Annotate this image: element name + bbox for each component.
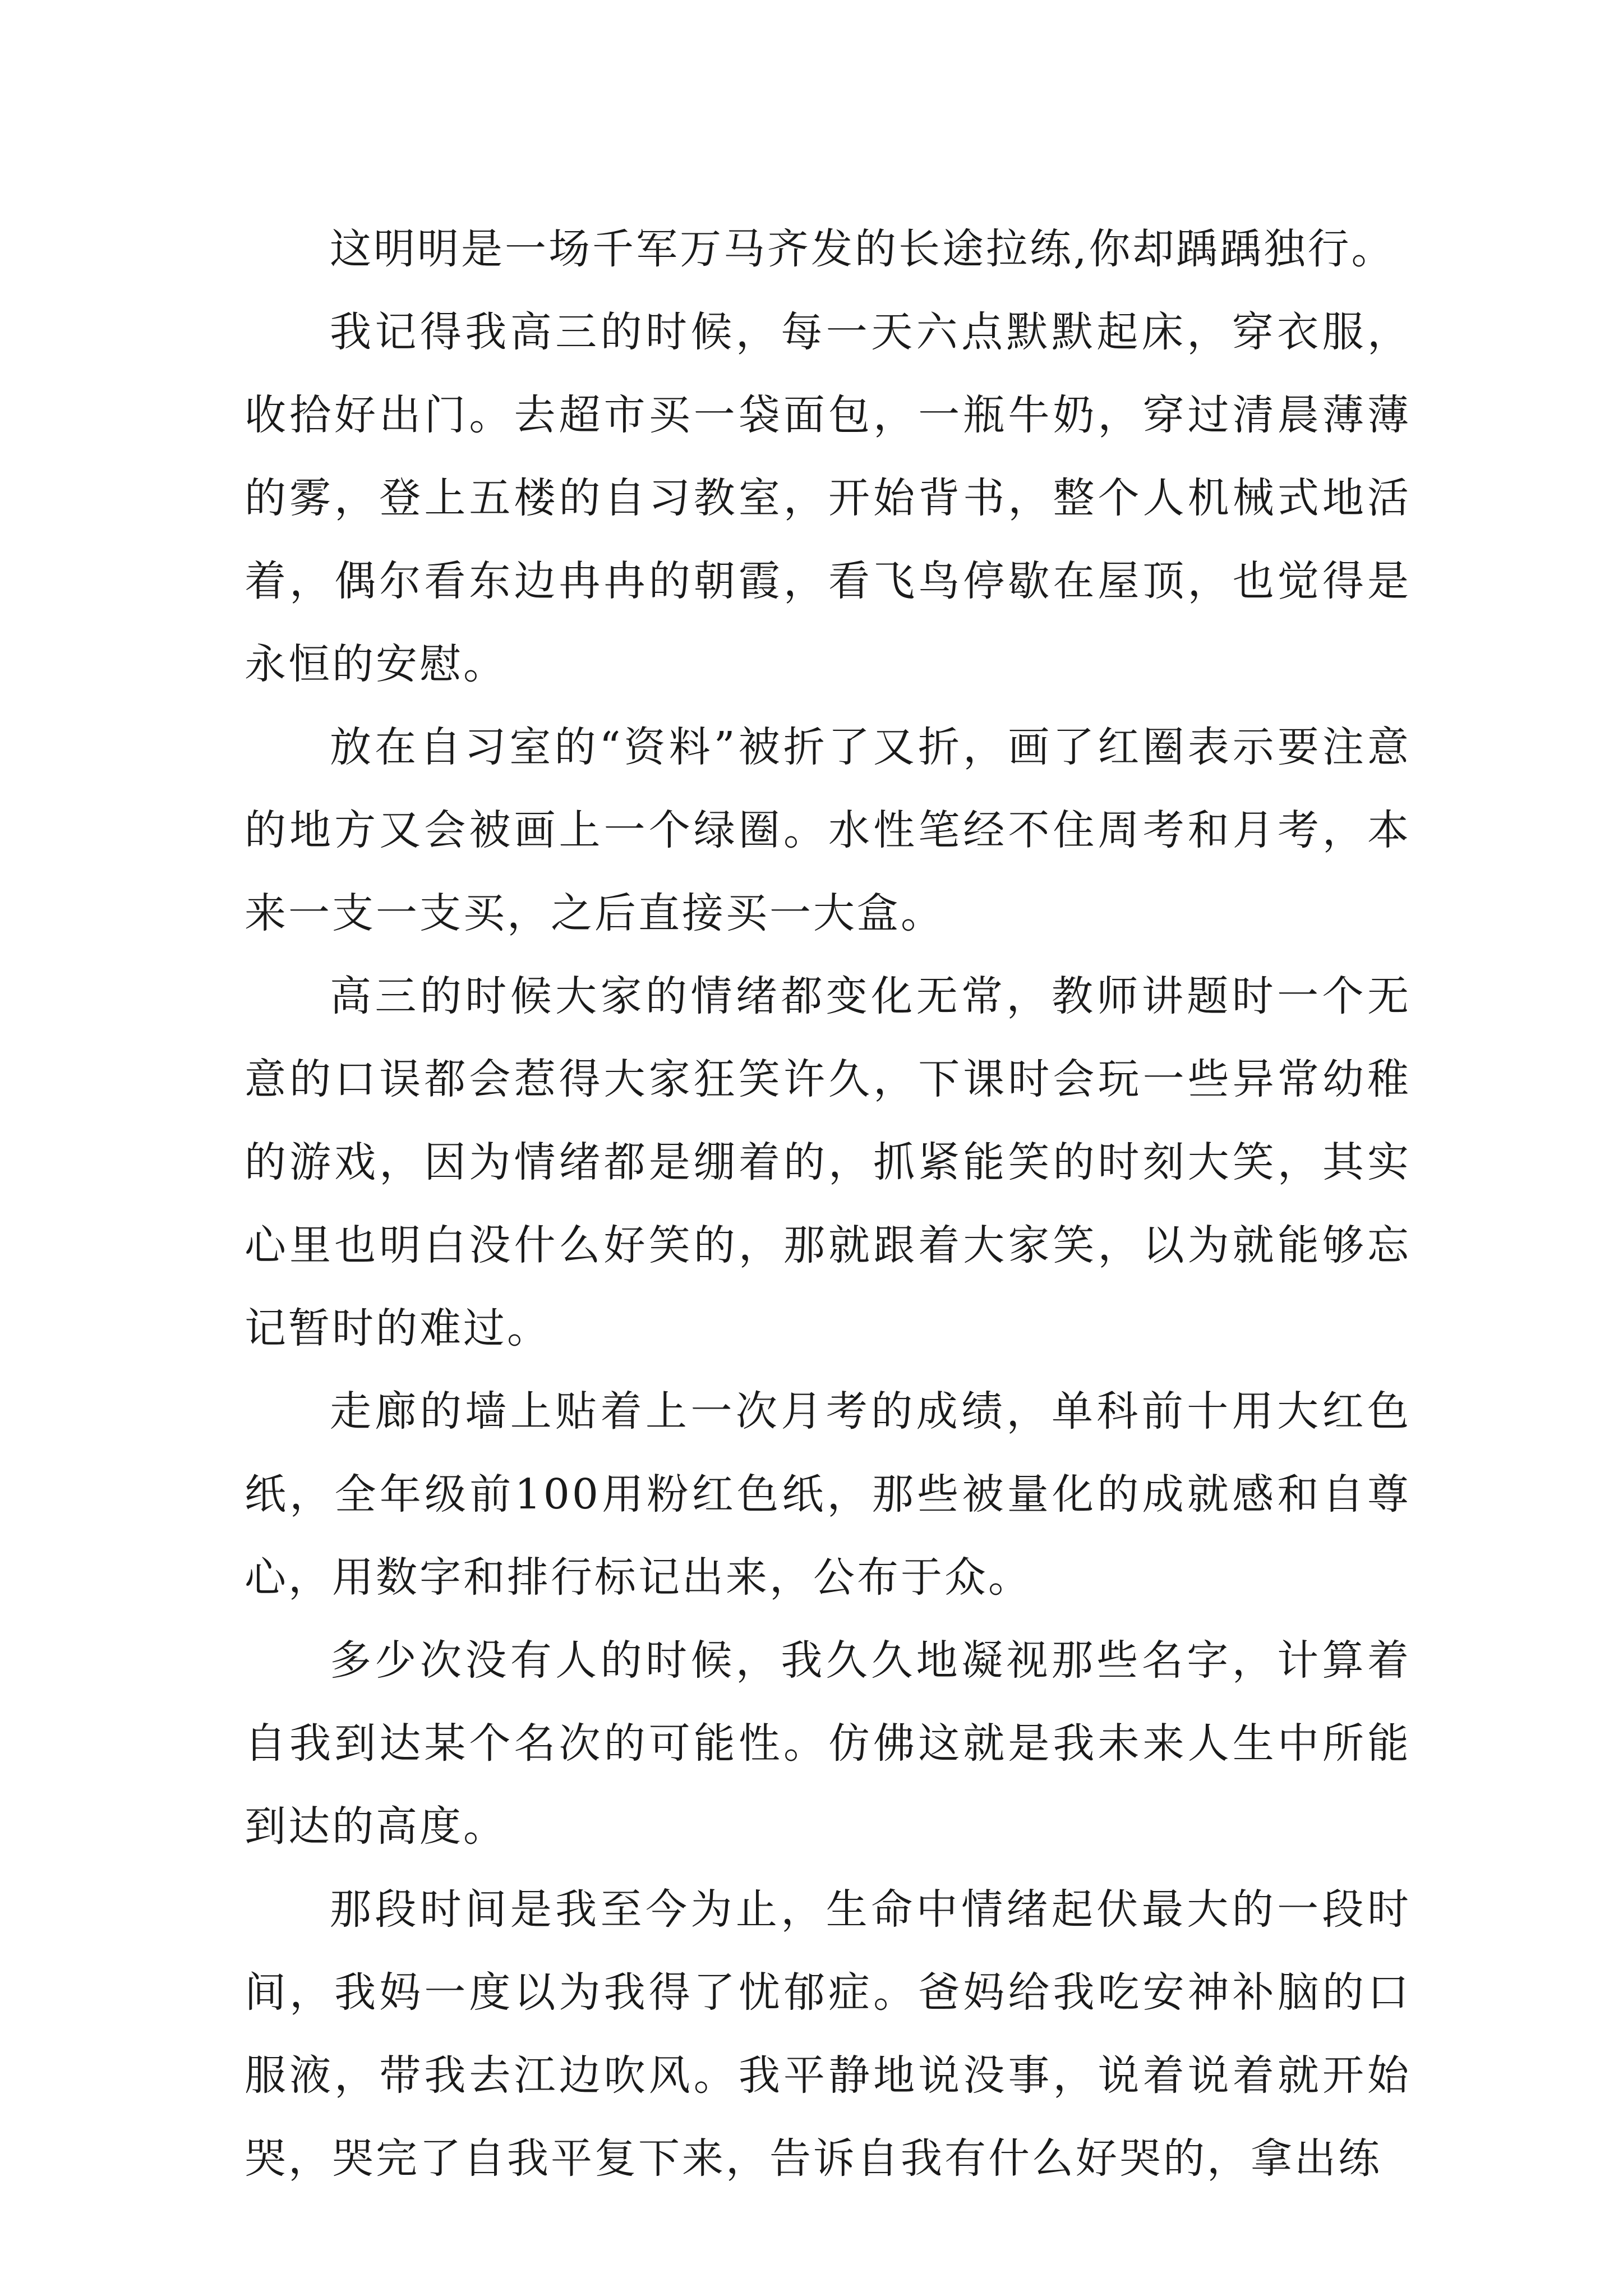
body-text [245, 208, 1411, 2200]
paragraph-5: 走廊的墙上贴着上一次月考的成绩，单科前十用大红色纸，全年级前100用粉红色纸，那些被量化的成就感和自尊心，用数字和排行标记出来，公布于众。 [245, 1387, 1411, 1602]
paragraph-4: 高三的时候大家的情绪都变化无常，教师讲题时一个无意的口误都会惹得大家狂笑许久，下课时会玩一些异常幼稚的游戏，因为情绪都是绷着的，抓紧能笑的时刻大笑，其实心里也明白没什么好笑的，那就跟着大家笑，以为就能够忘记暂时的难过。 [245, 972, 1411, 1352]
paragraph-1: 这明明是一场千军万马齐发的长途拉练,你却踽踽独行。 [330, 225, 1395, 273]
paragraph-6: 多少次没有人的时候，我久久地凝视那些名字，计算着自我到达某个名次的可能性。仿佛这就是我未来人生中所能到达的高度。 [245, 1636, 1411, 1851]
paragraph-7: 那段时间是我至今为止，生命中情绪起伏最大的一段时间，我妈一度以为我得了忧郁症。爸妈给我吃安神补脑的口服液，带我去江边吹风。我平静地说没事，说着说着就开始哭，哭完了自我平复下来，告诉自我有什么好哭的，拿出练 [245, 1885, 1411, 2183]
paragraph-3: 放在自习室的“资料”被折了又折，画了红圈表示要注意的地方又会被画上一个绿圈。水性笔经不住周考和月考，本来一支一支买，之后直接买一大盒。 [245, 723, 1411, 937]
paragraph-2: 我记得我高三的时候，每一天六点默默起床，穿衣服，收拾好出门。去超市买一袋面包，一瓶牛奶，穿过清晨薄薄的雾，登上五楼的自习教室，开始背书，整个人机械式地活着，偶尔看东边冉冉的朝霞，看飞鸟停歇在屋顶，也觉得是永恒的安慰。 [245, 308, 1411, 688]
